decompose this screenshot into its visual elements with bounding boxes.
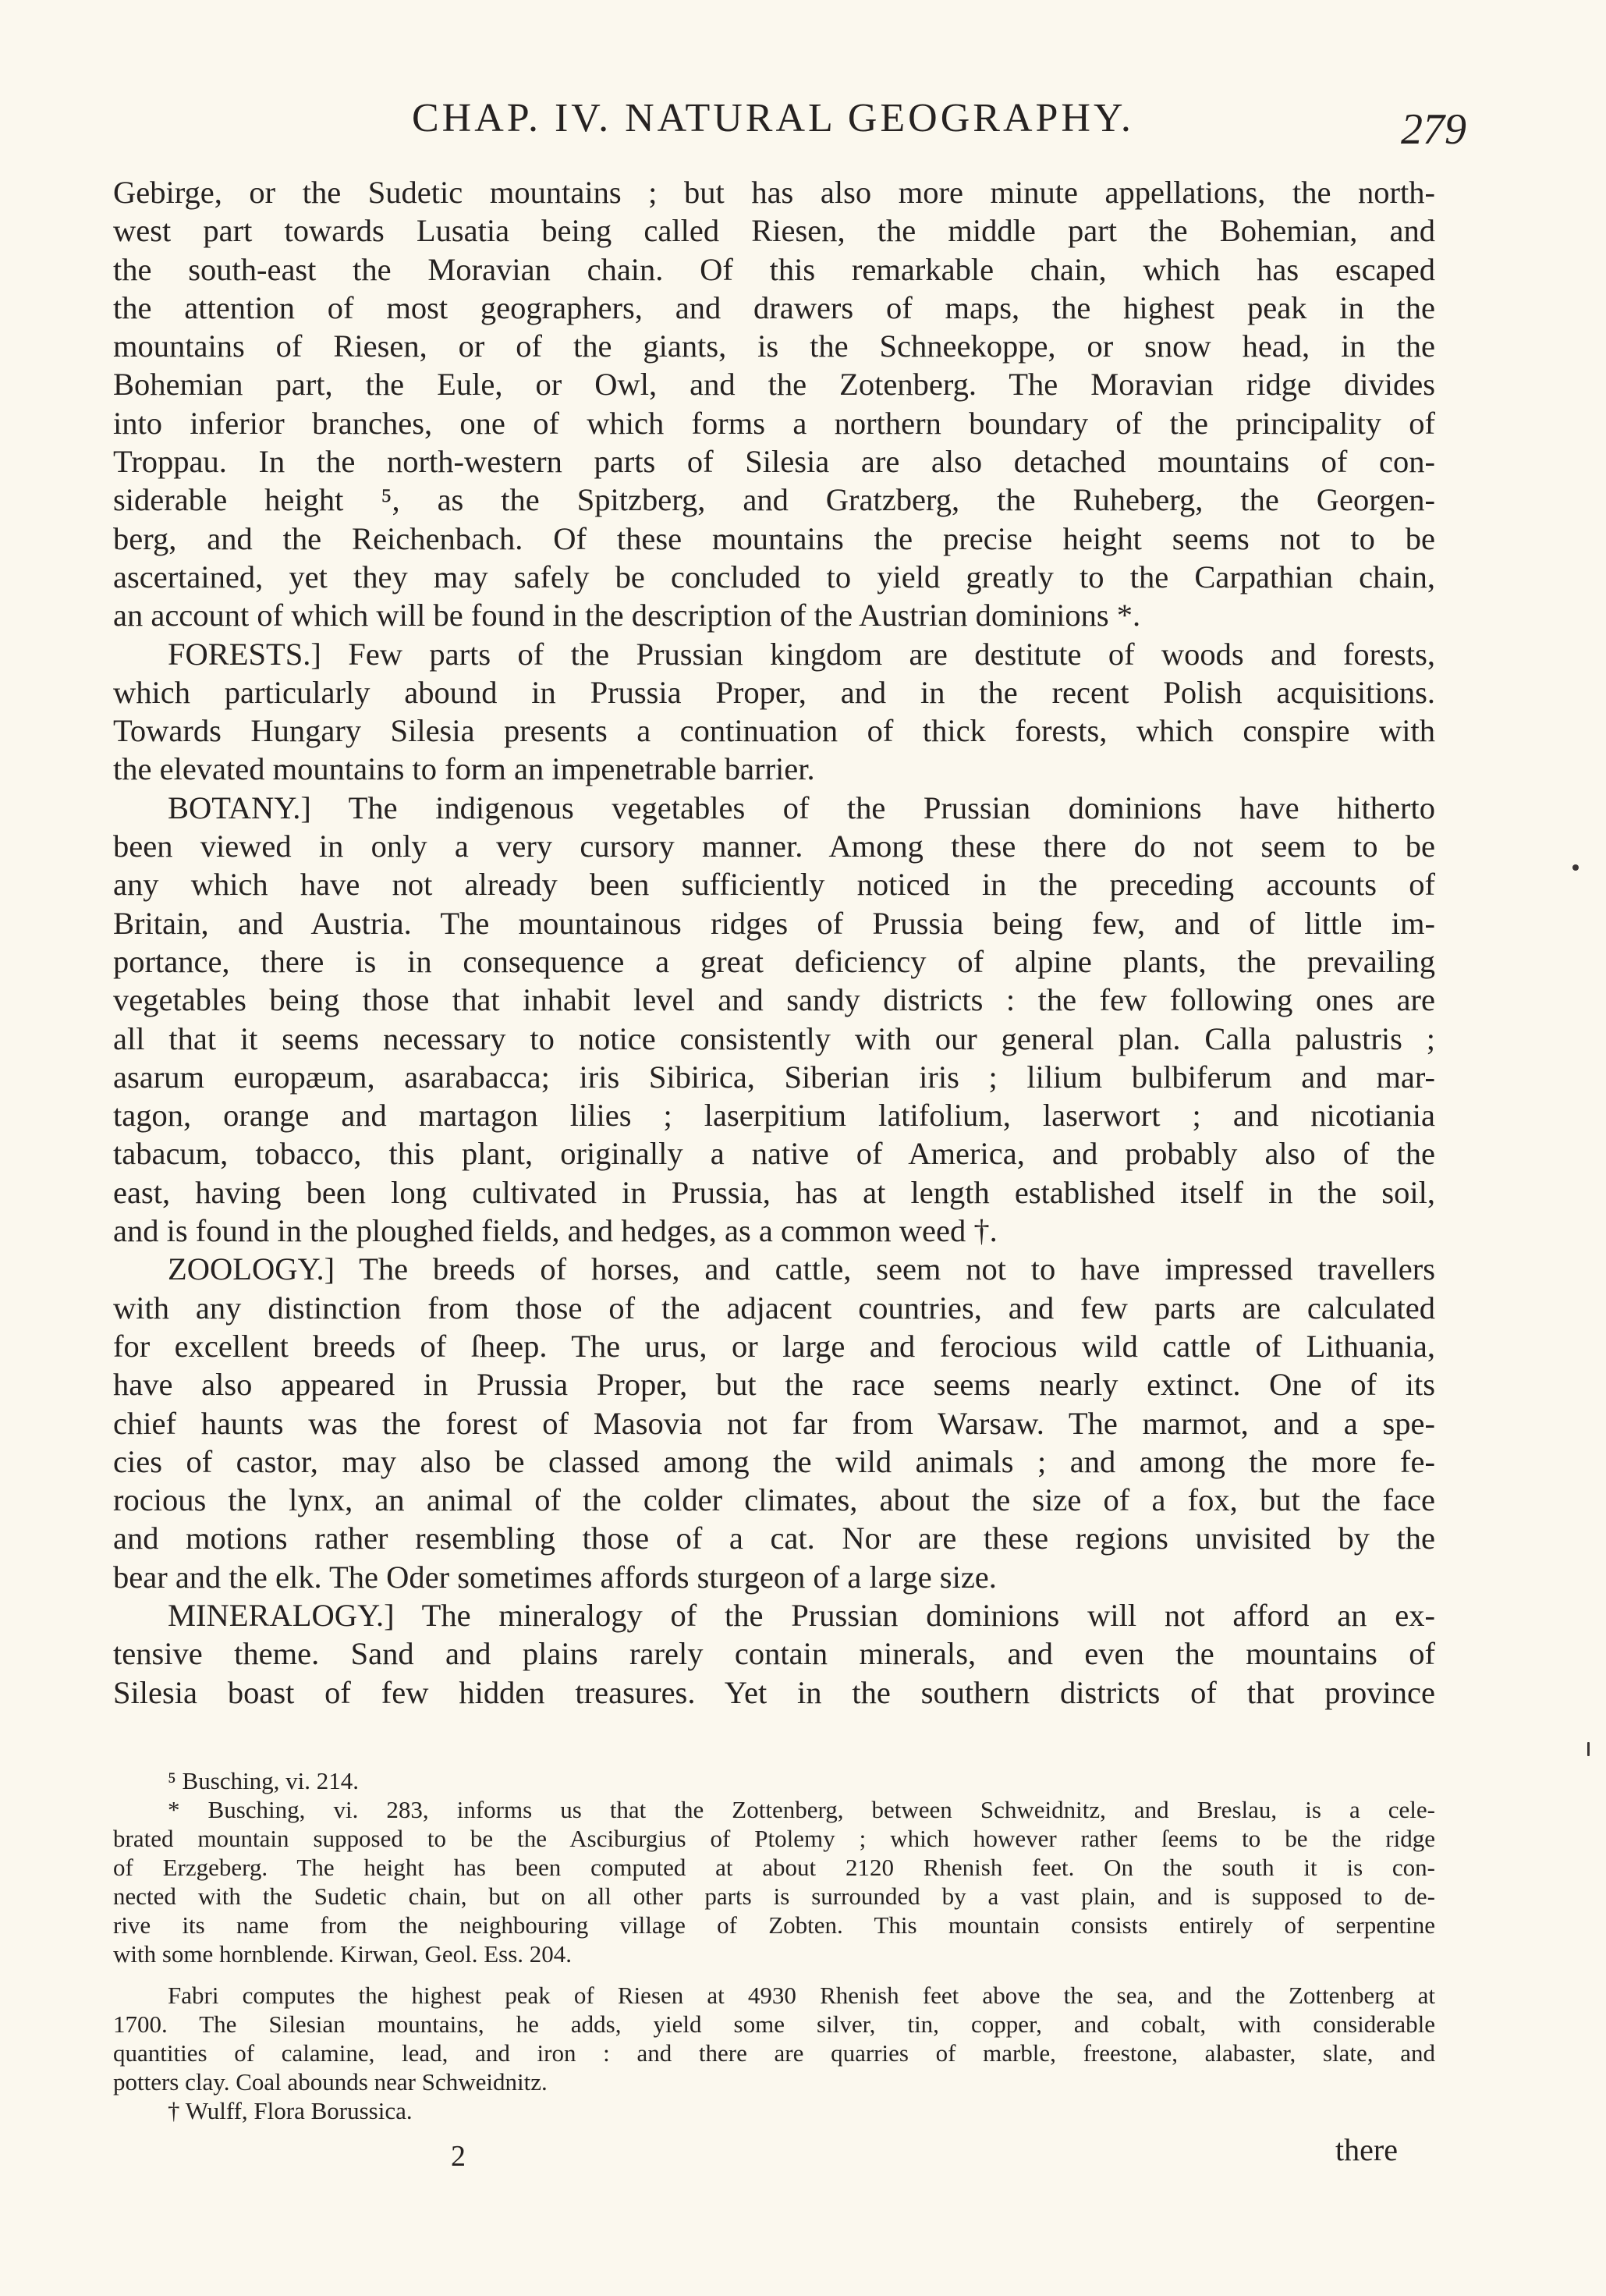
text-line: asarum europæum, asarabacca; iris Sibirica, Siberian iris ; lilium bulbiferum and mar-: [113, 1059, 1435, 1095]
text-line: with any distinction from those of the adjacent countries, and few parts are calculated: [113, 1290, 1435, 1325]
text-line: east, having been long cultivated in Prussia, has at length established itself in the soil,: [113, 1174, 1435, 1210]
footnote-line: of Erzgeberg. The height has been computed at about 2120 Rhenish feet. On the south it is con-: [113, 1854, 1435, 1881]
text-line: Gebirge, or the Sudetic mountains ; but has also more minute appellations, the north-: [113, 175, 1435, 210]
text-line: mountains of Riesen, or of the giants, is the Schneekoppe, or snow head, in the: [113, 328, 1435, 364]
text-line: vegetables being those that inhabit level and sandy districts : the few following ones are: [113, 982, 1435, 1018]
text-line: Bohemian part, the Eule, or Owl, and the Zotenberg. The Moravian ridge divides: [113, 367, 1435, 403]
footnote-dagger: † Wulff, Flora Borussica.: [168, 2097, 413, 2124]
section-forests: FORESTS.] Few parts of the Prussian kingdom are destitute of woods and forests,: [168, 636, 1435, 672]
text-line: ascertained, yet they may safely be concluded to yield greatly to the Carpathian chain,: [113, 559, 1435, 594]
ink-speck: [1587, 1742, 1590, 1756]
footnote-asterisk: * Busching, vi. 283, informs us that the Zottenberg, between Schweidnitz, and Breslau, is a cele-: [168, 1796, 1435, 1823]
main-text: [113, 173, 1435, 1712]
text-line: and is found in the ploughed fields, and hedges, as a common weed †.: [113, 1213, 998, 1249]
text-line: and motions rather resembling those of a cat. Nor are these regions unvisited by the: [113, 1521, 1435, 1556]
text-line: which particularly abound in Prussia Proper, and in the recent Polish acquisitions.: [113, 674, 1435, 710]
text-line: Towards Hungary Silesia presents a continuation of thick forests, which conspire with: [113, 713, 1435, 749]
text-line: cies of castor, may also be classed among the wild animals ; and among the more fe-: [113, 1443, 1435, 1479]
text-line: tagon, orange and martagon lilies ; laserpitium latifolium, laserwort ; and nicotiania: [113, 1098, 1435, 1134]
text-line: Britain, and Austria. The mountainous ridges of Prussia being few, and of little im-: [113, 905, 1435, 941]
text-line: the south-east the Moravian chain. Of this remarkable chain, which has escaped: [113, 251, 1435, 287]
footnote-5: ⁵ Busching, vi. 214.: [168, 1767, 360, 1794]
text-line: bear and the elk. The Oder sometimes affords sturgeon of a large size.: [113, 1559, 997, 1595]
footnote-line: nected with the Sudetic chain, but on all other parts is surrounded by a vast plain, and is supposed to de-: [113, 1883, 1435, 1910]
text-line: tensive theme. Sand and plains rarely contain minerals, and even the mountains of: [113, 1636, 1435, 1672]
footnote-line: potters clay. Coal abounds near Schweidnitz.: [113, 2068, 548, 2095]
page-number: 279: [1401, 105, 1466, 154]
text-line: tabacum, tobacco, this plant, originally a native of America, and probably also of the: [113, 1136, 1435, 1172]
text-line: any which have not already been sufficiently noticed in the preceding accounts of: [113, 867, 1435, 903]
signature-mark: 2: [451, 2140, 466, 2173]
text-line: berg, and the Reichenbach. Of these mountains the precise height seems not to be: [113, 520, 1435, 556]
running-title: CHAP. IV. NATURAL GEOGRAPHY.: [412, 96, 1134, 140]
text-line: for excellent breeds of ſheep. The urus, or large and ferocious wild cattle of Lithuania,: [113, 1328, 1435, 1364]
text-line: Troppau. In the north-western parts of Silesia are also detached mountains of con-: [113, 444, 1435, 480]
text-line: an account of which will be found in the description of the Austrian dominions *.: [113, 598, 1141, 633]
text-line: rocious the lynx, an animal of the colder climates, about the size of a fox, but the face: [113, 1482, 1435, 1518]
text-line: portance, there is in consequence a great deficiency of alpine plants, the prevailing: [113, 943, 1435, 979]
page-header: [374, 95, 1466, 158]
text-line: Silesia boast of few hidden treasures. Yet in the southern districts of that province: [113, 1674, 1435, 1710]
text-line: the elevated mountains to form an impenetrable barrier.: [113, 751, 815, 787]
text-line: all that it seems necessary to notice consistently with our general plan. Calla palustris ;: [113, 1020, 1435, 1056]
footnotes: [113, 1766, 1435, 2125]
footnote-line: quantities of calamine, lead, and iron : and there are quarries of marble, freestone, alabaster, slate, and: [113, 2039, 1435, 2067]
footnote-line: Fabri computes the highest peak of Riesen at 4930 Rhenish feet above the sea, and the Zottenberg at: [168, 1982, 1435, 2009]
footnote-line: brated mountain supposed to be the Asciburgius of Ptolemy ; which however rather ſeems to be the ridge: [113, 1825, 1435, 1852]
text-line: chief haunts was the forest of Masovia not far from Warsaw. The marmot, and a spe-: [113, 1405, 1435, 1441]
footnote-line: 1700. The Silesian mountains, he adds, yield some silver, tin, copper, and cobalt, with considerable: [113, 2010, 1435, 2038]
text-line: been viewed in only a very cursory manner. Among these there do not seem to be: [113, 829, 1435, 864]
ink-speck: [1572, 864, 1579, 871]
text-line: west part towards Lusatia being called Riesen, the middle part the Bohemian, and: [113, 213, 1435, 249]
catchword: there: [1335, 2132, 1398, 2167]
footnote-line: rive its name from the neighbouring village of Zobten. This mountain consists entirely of serpentine: [113, 1911, 1435, 1939]
text-line: into inferior branches, one of which forms a northern boundary of the principality of: [113, 405, 1435, 441]
footnote-line: with some hornblende. Kirwan, Geol. Ess. 204.: [113, 1940, 573, 1968]
text-line: have also appeared in Prussia Proper, but the race seems nearly extinct. One of its: [113, 1367, 1435, 1403]
text-line: siderable height ⁵, as the Spitzberg, and Gratzberg, the Ruheberg, the Georgen-: [113, 482, 1435, 518]
section-mineralogy: MINERALOGY.] The mineralogy of the Prussian dominions will not afford an ex-: [168, 1597, 1435, 1633]
text-line: the attention of most geographers, and drawers of maps, the highest peak in the: [113, 289, 1435, 325]
section-botany: BOTANY.] The indigenous vegetables of the Prussian dominions have hitherto: [168, 790, 1435, 825]
section-zoology: ZOOLOGY.] The breeds of horses, and cattle, seem not to have impressed travellers: [168, 1251, 1435, 1287]
